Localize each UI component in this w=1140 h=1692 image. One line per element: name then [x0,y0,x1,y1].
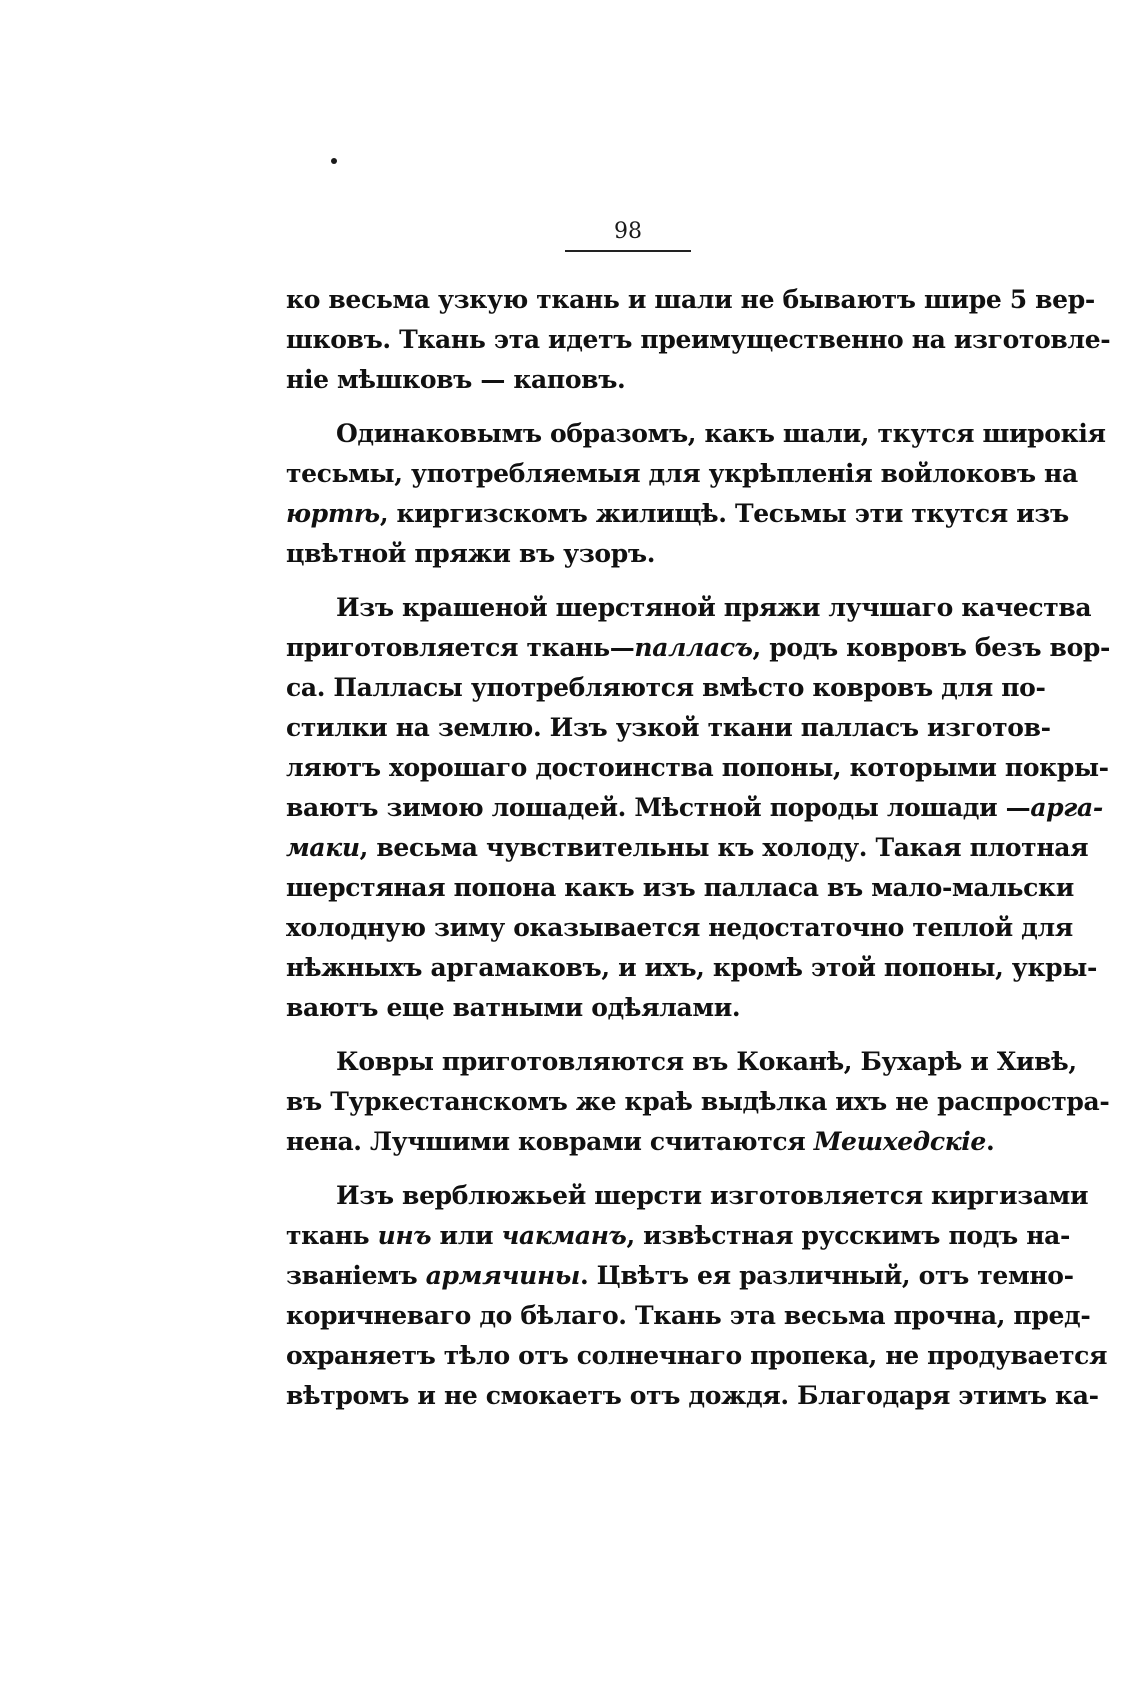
italic-term: чакманъ [501,1221,627,1250]
text-line: тесьмы, употребляемыя для укрѣпленія войлоковъ на [286,459,1078,488]
text-line: са. Палласы употребляются вмѣсто ковровъ для по- [286,673,1046,702]
italic-term: маки [286,833,360,862]
header-rule [565,250,691,252]
italic-term: армячины [425,1261,580,1290]
text-line: Ковры приготовляются въ Коканѣ, Бухарѣ и Хивѣ, [336,1047,1077,1076]
text-line: холодную зиму оказывается недостаточно теплой для [286,913,1073,942]
text-line: званіемъ армячины. Цвѣтъ ея различный, отъ темно- [286,1261,1074,1290]
text-line: охраняетъ тѣло отъ солнечнаго пропека, не продувается [286,1341,1108,1370]
italic-term: Мешхедскіе [813,1127,986,1156]
paragraph [286,280,1111,400]
paragraph [286,1042,1110,1162]
text-line: ніе мѣшковъ — каповъ. [286,365,626,394]
text-line: шковъ. Ткань эта идетъ преимущественно на изготовле- [286,325,1111,354]
text-line: нѣжныхъ аргамаковъ, и ихъ, кромѣ этой попоны, укры- [286,953,1098,982]
italic-term: арга- [1030,793,1103,822]
text-line: маки, весьма чувствительны къ холоду. Такая плотная [286,833,1089,862]
text-line: въ Туркестанскомъ же краѣ выдѣлка ихъ не распростра- [286,1087,1110,1116]
text-line: нена. Лучшими коврами считаются Мешхедскіе. [286,1127,995,1156]
text-line: Одинаковымъ образомъ, какъ шали, ткутся широкія [336,419,1106,448]
page-number: 98 [614,219,642,244]
text-line: коричневаго до бѣлаго. Ткань эта весьма прочна, пред- [286,1301,1091,1330]
page-header [565,218,691,252]
text-line: ваютъ зимою лошадей. Мѣстной породы лошади —арга- [286,793,1103,822]
text-line: ткань инъ или чакманъ, извѣстная русскимъ подъ на- [286,1221,1071,1250]
text-line: ляютъ хорошаго достоинства попоны, которыми покры- [286,753,1109,782]
paragraph [286,1176,1108,1416]
paragraph [286,588,1111,1028]
italic-term: инъ [377,1221,432,1250]
body-text [286,280,1111,1416]
italic-term: юртѣ [286,499,380,528]
text-line: стилки на землю. Изъ узкой ткани палласъ изготов- [286,713,1051,742]
text-line: Изъ крашеной шерстяной пряжи лучшаго качества [336,593,1092,622]
text-line: ваютъ еще ватными одѣялами. [286,993,741,1022]
text-line: юртѣ, киргизскомъ жилищѣ. Тесьмы эти ткутся изъ [286,499,1069,528]
text-line: приготовляется ткань—палласъ, родъ ковровъ безъ вор- [286,633,1111,662]
italic-term: палласъ [634,633,753,662]
text-line: Изъ верблюжьей шерсти изготовляется киргизами [336,1181,1089,1210]
ink-speck [331,158,337,164]
text-line: шерстяная попона какъ изъ палласа въ мало-мальски [286,873,1074,902]
text-line: цвѣтной пряжи въ узоръ. [286,539,656,568]
text-line: ко весьма узкую ткань и шали не бываютъ шире 5 вер- [286,285,1095,314]
paragraph [286,414,1106,574]
text-line: вѣтромъ и не смокаетъ отъ дождя. Благодаря этимъ ка- [286,1381,1099,1410]
